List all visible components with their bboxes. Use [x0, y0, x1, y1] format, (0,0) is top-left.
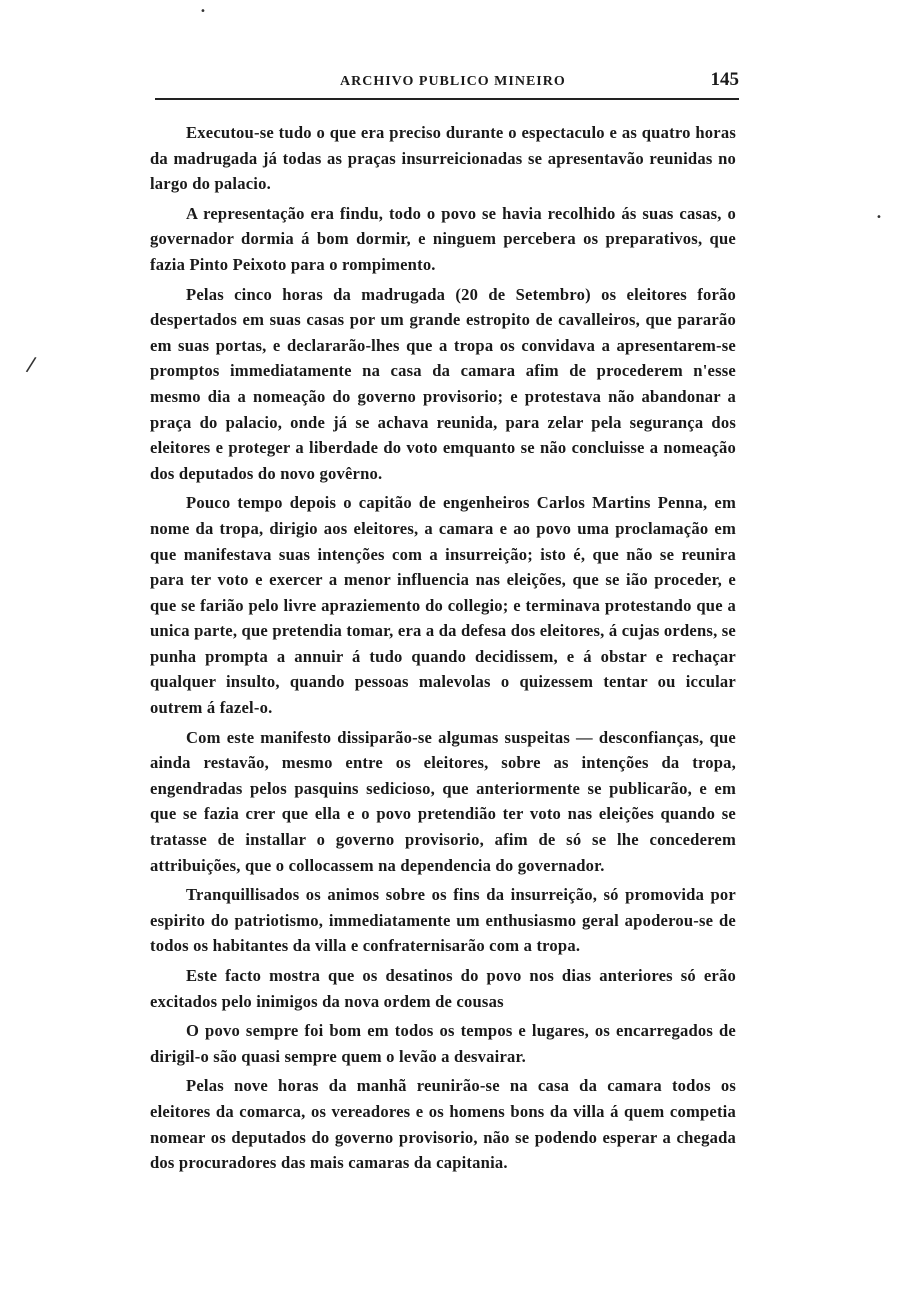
stray-dot-mark: •: [200, 6, 206, 17]
paragraph: Pelas cinco horas da madrugada (20 de Setembro) os eleitores forão despertados em suas casas por um grande estropito de cavalleiros, que pararão em suas portas, e declararão-lhes que a tropa os convidava a apresentarem-se promptos immediatamente na casa da camara afim de procederem n'esse mesmo dia a nomeação do governo provisorio; e protestava não abandonar a praça do palacio, onde já se achava reunida, para zelar pela segurança dos eleitores e proteger a liberdade do voto emquanto se não concluisse a nomeação dos deputados do novo govêrno.: [150, 284, 736, 483]
stray-dot-mark: •: [876, 212, 882, 223]
paragraph: Tranquillisados os animos sobre os fins da insurreição, só promovida por espirito do patriotismo, immediatamente um enthusiasmo geral apoderou-se de todos os habitantes da villa e confraternisarão com a tropa.: [150, 885, 736, 956]
paragraph: Executou-se tudo o que era preciso durante o espectaculo e as quatro horas da madrugada já todas as praças insurreicionadas se apresentavão reunidas no largo do palacio.: [150, 123, 736, 194]
running-title: ARCHIVO PUBLICO MINEIRO: [340, 74, 566, 89]
page-number: 145: [710, 69, 739, 90]
paragraph: Este facto mostra que os desatinos do povo nos dias anteriores só erão excitados pelo inimigos da nova ordem de cousas: [150, 966, 736, 1011]
paragraph: Pelas nove horas da manhã reunirão-se na casa da camara todos os eleitores da comarca, os vereadores e os homens bons da villa á quem competia nomear os deputados do governo provisorio, não se podendo esperar a chegada dos procuradores das mais camaras da capitania.: [150, 1076, 736, 1173]
page-header: [155, 66, 739, 96]
body-text: [150, 120, 736, 1180]
paragraph: O povo sempre foi bom em todos os tempos e lugares, os encarregados de dirigil-o são quasi sempre quem o levão a desvairar.: [150, 1021, 736, 1066]
header-rule: [155, 98, 739, 100]
margin-pencil-mark: /: [25, 351, 38, 377]
paragraph: A representação era findu, todo o povo se havia recolhido ás suas casas, o governador dormia á bom dormir, e ninguem percebera os preparativos, que fazia Pinto Peixoto para o rompimento.: [150, 203, 736, 274]
paragraph: Pouco tempo depois o capitão de engenheiros Carlos Martins Penna, em nome da tropa, dirigio aos eleitores, a camara e ao povo uma proclamação em que manifestava suas intenções com a insurreição; isto é, que não se reunira para ter voto e exercer a menor influencia nas eleições, que se ião proceder, e que se farião pelo livre apraziemento do collegio; e terminava protestando que a unica parte, que pretendia tomar, era a da defesa dos eleitores, á cujas ordens, se punha prompta a annuir á tudo quando decidissem, e á obstar e rechaçar qualquer insulto, quando pessoas malevolas o quizessem tentar ou iccular outrem á fazel-o.: [150, 493, 736, 718]
paragraph: Com este manifesto dissiparão-se algumas suspeitas — desconfianças, que ainda restavão, mesmo entre os eleitores, sobre as intenções da tropa, engendradas pelos pasquins sedicioso, que anteriormente se publicarão, e em que se fazia crer que ella e o povo pretendião ter voto nas eleições quando se tratasse de installar o governo provisorio, afim de só se lhe concederem attribuições, que o collocassem na dependencia do governador.: [150, 727, 736, 875]
